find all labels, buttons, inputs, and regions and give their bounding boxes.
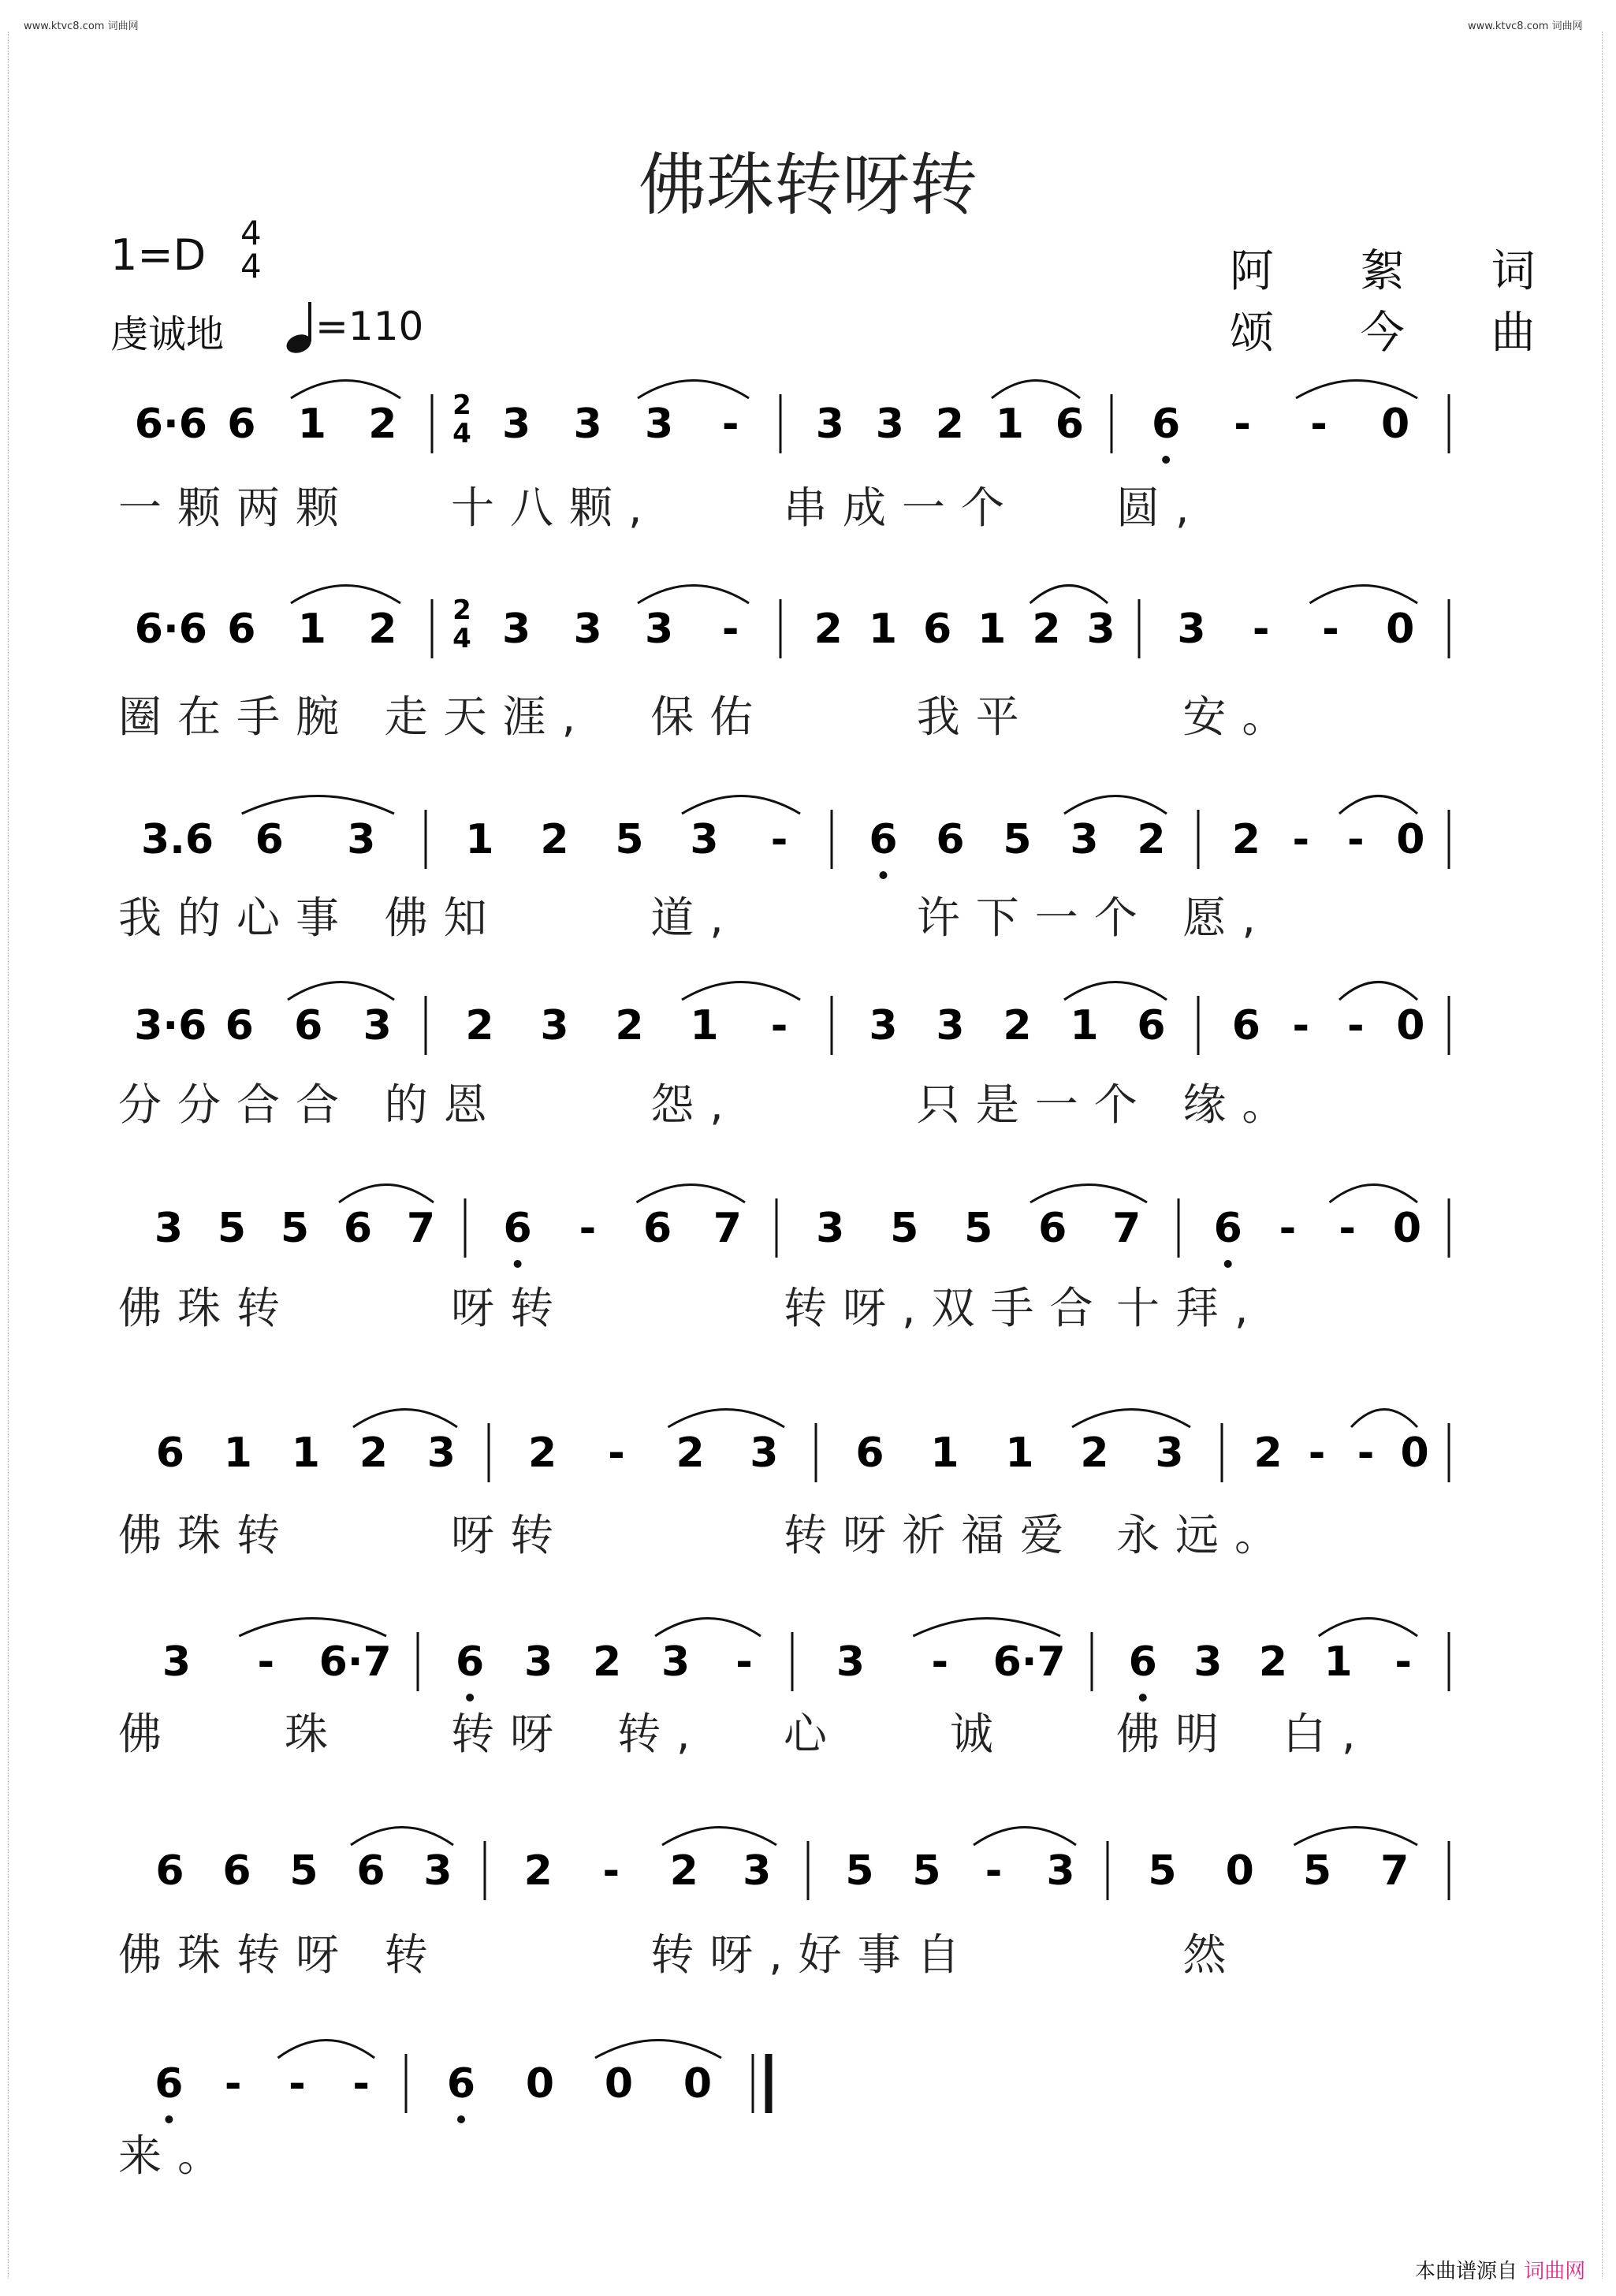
- note: 3: [869, 1002, 898, 1049]
- slur: [682, 796, 800, 814]
- note: 2: [1080, 1429, 1109, 1477]
- note: 3.6: [140, 816, 214, 863]
- dash-note: -: [735, 1638, 753, 1686]
- dash-note: -: [224, 2060, 242, 2108]
- lyric-group: 十八颗,: [451, 483, 658, 533]
- note: 3: [363, 1002, 392, 1049]
- note: 5: [615, 816, 644, 863]
- slur: [1294, 1828, 1418, 1846]
- song-title: 佛珠转呀转: [639, 146, 977, 225]
- slur: [288, 982, 394, 1001]
- note: 1: [223, 1429, 252, 1477]
- slur: [239, 1619, 386, 1637]
- dash-note: -: [931, 1638, 949, 1686]
- lyric-group: 佛珠转: [118, 1510, 296, 1560]
- note: 6·7: [992, 1638, 1066, 1686]
- lyric-group: 转呀,好事: [650, 1929, 917, 1980]
- note: 6: [343, 1205, 373, 1252]
- footer-label: 本曲谱源自: [1415, 2260, 1518, 2283]
- meter-change: 2: [452, 390, 471, 421]
- note: 0: [604, 2060, 634, 2108]
- lyric-group: 佛明: [1116, 1709, 1235, 1759]
- note: 5: [1302, 1847, 1332, 1895]
- note: 3: [573, 401, 602, 448]
- slur: [1072, 1410, 1190, 1428]
- lyric-group: 自: [916, 1929, 976, 1980]
- lyric-group: 道,: [650, 893, 739, 943]
- expression-mark: 虔诚地: [110, 312, 225, 356]
- note: 3: [154, 1205, 184, 1252]
- slur: [638, 381, 749, 399]
- slur: [1339, 796, 1417, 814]
- dash-note: -: [602, 1847, 620, 1895]
- note: 2: [615, 1002, 644, 1049]
- note: 3: [815, 401, 844, 448]
- note: 6: [155, 1429, 184, 1477]
- slur: [1319, 1619, 1417, 1637]
- slur: [1064, 796, 1167, 814]
- note: 6: [1038, 1205, 1067, 1252]
- note: 0: [1386, 606, 1415, 653]
- slur: [668, 1410, 785, 1428]
- note: 7: [406, 1205, 436, 1252]
- note: 7: [1380, 1847, 1409, 1895]
- lyric-group: 然: [1182, 1929, 1242, 1980]
- note: 3: [661, 1638, 691, 1686]
- note: 3: [524, 1638, 553, 1686]
- note: 2: [814, 606, 843, 653]
- lower-octave-dot: [514, 1260, 522, 1268]
- note: 3: [162, 1638, 192, 1686]
- note: 0: [1392, 1205, 1422, 1252]
- lyric-group: 缘。: [1182, 1079, 1301, 1130]
- lower-octave-dot: [457, 2115, 465, 2123]
- lyric-group: 许下一个: [916, 893, 1153, 943]
- note: 3: [836, 1638, 866, 1686]
- slur: [1310, 586, 1418, 604]
- note: 3: [1177, 606, 1206, 653]
- note: 5: [289, 1847, 318, 1895]
- note: 2: [1003, 1002, 1032, 1049]
- note: 3: [502, 401, 531, 448]
- note: 6: [922, 606, 952, 653]
- lyric-group: 转呀,双手合: [784, 1283, 1109, 1333]
- note: 1: [297, 606, 326, 653]
- note: 6: [1128, 1638, 1157, 1686]
- dash-note: -: [721, 606, 739, 653]
- note: 3: [573, 606, 602, 653]
- lyric-group: 一颗两颗: [118, 483, 356, 533]
- dash-note: -: [770, 816, 788, 863]
- lyric-group: 佛珠转: [118, 1283, 296, 1333]
- note: 6: [1231, 1002, 1260, 1049]
- slur: [974, 1828, 1076, 1846]
- note: 6: [225, 1002, 254, 1049]
- lyric-group: 串成一个: [784, 483, 1021, 533]
- lyric-group: 走天涯,: [384, 691, 592, 742]
- note: 3: [690, 816, 719, 863]
- note: 6: [1152, 401, 1181, 448]
- dash-note: -: [1234, 401, 1251, 448]
- note: 1: [977, 606, 1007, 653]
- note: 1: [995, 401, 1024, 448]
- dash-note: -: [1292, 1002, 1310, 1049]
- key-signature: 1=D: [110, 230, 207, 280]
- slur: [595, 2041, 721, 2059]
- lyric-group: 保佑: [650, 691, 769, 742]
- note: 0: [1396, 816, 1425, 863]
- lyric-group: 白,: [1283, 1709, 1372, 1759]
- dash-note: -: [1394, 1638, 1412, 1686]
- slur: [339, 1185, 434, 1203]
- note: 2: [528, 1429, 557, 1477]
- dash-note: -: [985, 1847, 1003, 1895]
- slur: [278, 2041, 375, 2059]
- note: 6: [294, 1002, 323, 1049]
- note: 3: [540, 1002, 569, 1049]
- note: 3: [1070, 816, 1099, 863]
- slur: [1030, 586, 1108, 604]
- meter-change: 4: [452, 418, 471, 449]
- note: 3: [750, 1429, 779, 1477]
- slur: [1330, 1185, 1418, 1203]
- note: 6: [503, 1205, 532, 1252]
- site-url-left: www.ktvc8.com 词曲网: [24, 20, 139, 32]
- lyric-group: 佛珠转呀: [118, 1929, 356, 1980]
- slur: [351, 1828, 453, 1846]
- lyric-group: 诚: [950, 1709, 1010, 1759]
- note: 6: [936, 816, 965, 863]
- slur: [1296, 381, 1417, 399]
- note: 6: [869, 816, 898, 863]
- lyric-group: 转呀祈福爱: [784, 1510, 1080, 1560]
- dash-note: -: [1310, 401, 1327, 448]
- lyric-group: 的恩: [384, 1079, 503, 1130]
- lyric-group: 佛: [118, 1709, 178, 1759]
- note: 6·6: [134, 401, 207, 448]
- note: 5: [912, 1847, 941, 1895]
- lower-octave-dot: [1224, 1260, 1232, 1268]
- dash-note: -: [1279, 1205, 1297, 1252]
- site-url-right: www.ktvc8.com 词曲网: [1468, 20, 1583, 32]
- note: 3: [426, 1429, 456, 1477]
- note: 2: [1231, 816, 1260, 863]
- note: 6: [643, 1205, 672, 1252]
- lyric-group: 十拜,: [1116, 1283, 1264, 1333]
- note: 3: [645, 606, 674, 653]
- note: 3: [1193, 1638, 1223, 1686]
- footer-source: [1415, 2255, 1585, 2284]
- note: 0: [1396, 1002, 1425, 1049]
- note: 5: [964, 1205, 993, 1252]
- note: 3: [743, 1847, 772, 1895]
- slur: [992, 381, 1080, 399]
- dash-note: -: [352, 2060, 370, 2108]
- meter-change: 2: [452, 594, 471, 626]
- note: 3: [1155, 1429, 1184, 1477]
- lyric-group: 圆,: [1116, 483, 1205, 533]
- note: 1: [930, 1429, 959, 1477]
- note: 3·6: [134, 1002, 207, 1049]
- note: 0: [1381, 401, 1410, 448]
- note: 2: [1032, 606, 1061, 653]
- dash-note: -: [579, 1205, 597, 1252]
- note: 3: [423, 1847, 452, 1895]
- lyric-group: 来。: [118, 2130, 237, 2181]
- note: 6: [456, 1638, 485, 1686]
- dash-note: -: [1347, 1002, 1365, 1049]
- note: 1: [690, 1002, 719, 1049]
- tempo-marking: =110: [315, 304, 424, 349]
- note: 6: [222, 1847, 251, 1895]
- note: 2: [1137, 816, 1166, 863]
- slur: [353, 1410, 457, 1428]
- dash-note: -: [257, 1638, 275, 1686]
- note: 2: [368, 606, 397, 653]
- dash-note: -: [1308, 1429, 1326, 1477]
- note: 3: [1046, 1847, 1075, 1895]
- note: 2: [669, 1847, 698, 1895]
- lyric-group: 呀转: [451, 1510, 570, 1560]
- lower-octave-dot: [1162, 456, 1170, 464]
- dash-note: -: [1322, 606, 1339, 653]
- note: 6·7: [318, 1638, 392, 1686]
- note: 2: [465, 1002, 494, 1049]
- dash-note: -: [1252, 606, 1270, 653]
- note: 5: [280, 1205, 310, 1252]
- slur: [638, 586, 749, 604]
- note: 2: [676, 1429, 705, 1477]
- slur: [662, 1828, 776, 1846]
- slur: [913, 1619, 1060, 1637]
- note: 2: [540, 816, 569, 863]
- lyric-group: 愿,: [1182, 893, 1272, 943]
- note: 5: [845, 1847, 874, 1895]
- note: 3: [1086, 606, 1115, 653]
- note: 0: [525, 2060, 555, 2108]
- dash-note: -: [289, 2060, 306, 2108]
- slur: [1351, 1410, 1417, 1428]
- note: 2: [368, 401, 397, 448]
- lyric-group: 我的心事: [118, 893, 356, 943]
- note: 2: [359, 1429, 388, 1477]
- note: 1: [1005, 1429, 1034, 1477]
- lyric-group: 珠: [285, 1709, 344, 1759]
- note: 3: [816, 1205, 845, 1252]
- note: 2: [935, 401, 964, 448]
- note: 6: [1137, 1002, 1166, 1049]
- slur: [291, 586, 400, 604]
- lyric-group: 呀转: [451, 1283, 570, 1333]
- slur: [655, 1619, 761, 1637]
- note: 6: [1213, 1205, 1242, 1252]
- slur: [682, 982, 800, 1001]
- note: 3: [936, 1002, 965, 1049]
- footer-brand[interactable]: 词曲网: [1524, 2260, 1586, 2283]
- note: 6: [155, 2060, 184, 2108]
- note: 2: [1258, 1638, 1288, 1686]
- lyricist-credit: 阿 絮 词: [1230, 246, 1572, 297]
- lyric-group: 分分合合: [118, 1079, 356, 1130]
- note: 0: [683, 2060, 713, 2108]
- lyric-group: 怨,: [650, 1079, 739, 1130]
- note: 2: [593, 1638, 622, 1686]
- slur: [1339, 982, 1417, 1001]
- dash-note: -: [1357, 1429, 1375, 1477]
- note: 7: [713, 1205, 742, 1252]
- note: 6: [155, 1847, 184, 1895]
- slur: [242, 796, 394, 814]
- note: 6: [855, 1429, 884, 1477]
- lyric-group: 转呀: [451, 1709, 570, 1759]
- note: 2: [1253, 1429, 1283, 1477]
- note: 6·6: [134, 606, 207, 653]
- note: 1: [291, 1429, 320, 1477]
- composer-credit: 颂 今 曲: [1230, 308, 1572, 359]
- lyric-group: 转: [384, 1929, 444, 1980]
- note: 3: [347, 816, 376, 863]
- note: 3: [645, 401, 674, 448]
- note: 3: [502, 606, 531, 653]
- note: 6: [446, 2060, 476, 2108]
- note: 5: [217, 1205, 247, 1252]
- note: 1: [297, 401, 326, 448]
- slur: [1030, 1185, 1147, 1203]
- note: 2: [523, 1847, 553, 1895]
- note: 0: [1225, 1847, 1254, 1895]
- note: 1: [1324, 1638, 1353, 1686]
- note: 6: [227, 606, 256, 653]
- note: 1: [1070, 1002, 1099, 1049]
- dash-note: -: [770, 1002, 788, 1049]
- dash-note: -: [721, 401, 739, 448]
- note: 0: [1400, 1429, 1429, 1477]
- dash-note: -: [1347, 816, 1365, 863]
- dash-note: -: [1339, 1205, 1357, 1252]
- lyric-group: 转,: [617, 1709, 706, 1759]
- note: 3: [875, 401, 904, 448]
- note: 5: [1003, 816, 1032, 863]
- slur: [291, 381, 400, 399]
- lower-octave-dot: [880, 871, 888, 879]
- note: 6: [1055, 401, 1084, 448]
- lyric-group: 圈在手腕: [118, 691, 356, 742]
- lyric-group: 安。: [1182, 691, 1301, 742]
- note: 6: [356, 1847, 385, 1895]
- slur: [1064, 982, 1167, 1001]
- time-signature: 4 4: [240, 214, 262, 285]
- lyric-group: 心: [784, 1709, 843, 1759]
- lyric-group: 只是一个: [916, 1079, 1153, 1130]
- meter-change: 4: [452, 623, 471, 654]
- note: 1: [465, 816, 494, 863]
- note: 6: [227, 401, 256, 448]
- lyric-group: 永远。: [1116, 1510, 1294, 1560]
- dash-note: -: [608, 1429, 625, 1477]
- lyric-group: 我平: [916, 691, 1035, 742]
- slur: [637, 1185, 746, 1203]
- lyric-group: 佛知: [384, 893, 503, 943]
- note: 6: [255, 816, 284, 863]
- note: 1: [868, 606, 898, 653]
- note: 5: [890, 1205, 919, 1252]
- dash-note: -: [1292, 816, 1310, 863]
- note: 7: [1112, 1205, 1141, 1252]
- note: 5: [1148, 1847, 1177, 1895]
